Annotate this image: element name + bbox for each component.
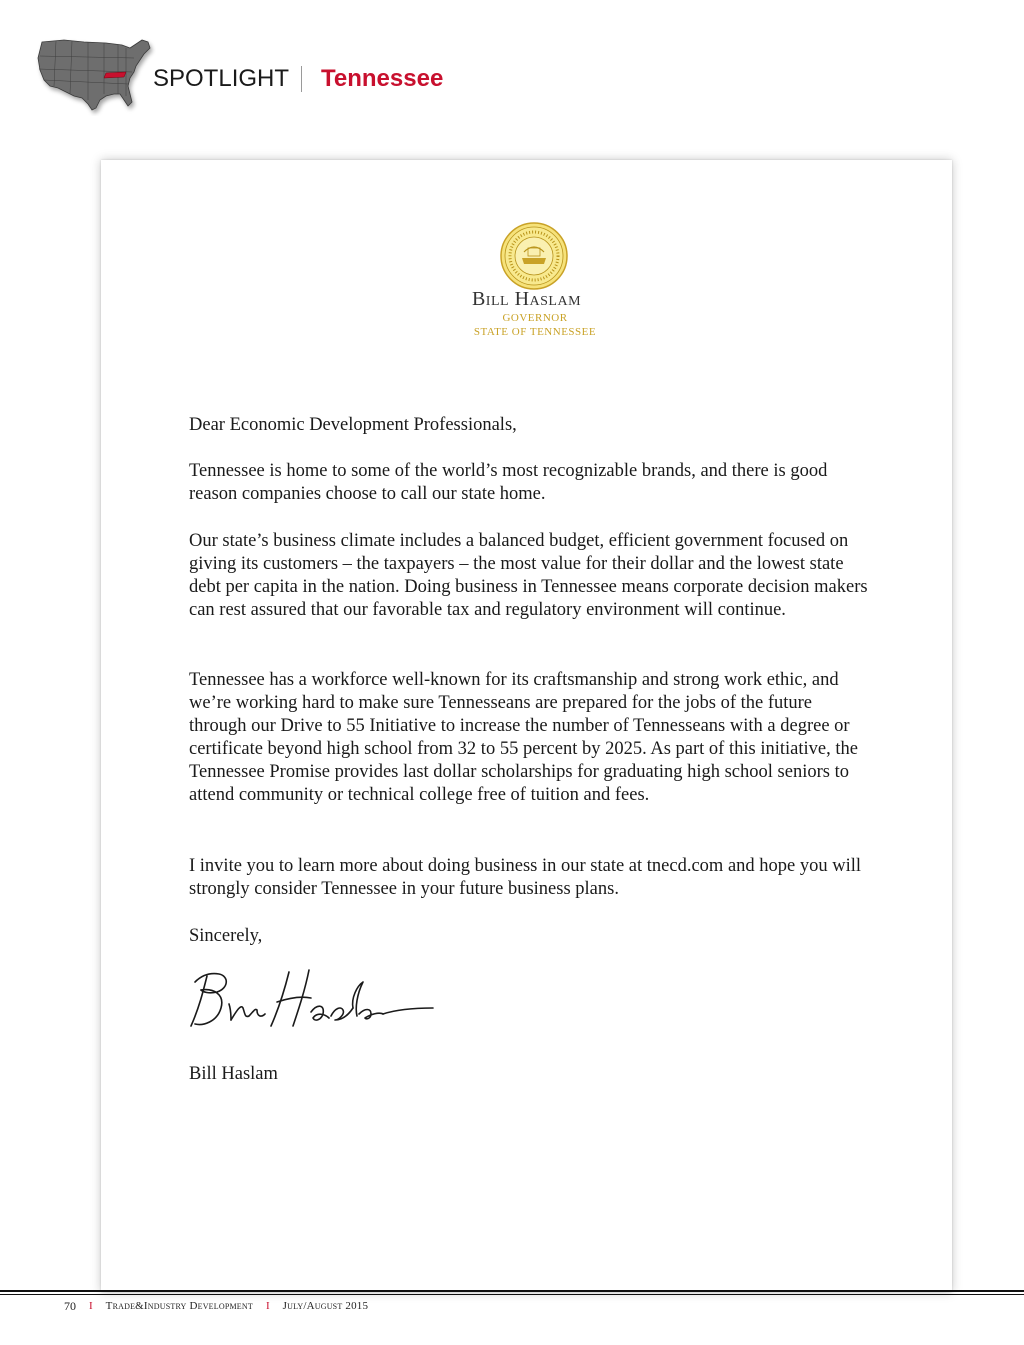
closing: Sincerely, xyxy=(189,926,263,946)
page-number: 70 xyxy=(64,1298,76,1313)
header-divider xyxy=(301,66,302,92)
us-map-icon xyxy=(34,36,156,116)
footer-rule xyxy=(0,1294,1024,1295)
governor-state: STATE OF TENNESSEE xyxy=(473,326,597,338)
paragraph: Tennessee is home to some of the world’s most recognizable brands, and there is good reason companies choose to call our state home. xyxy=(189,461,828,504)
paragraph: Our state’s business climate includes a balanced budget, efficient government focused on giving its customers – the taxpayers – the most value for their dollar and the lowest state debt per capita in the nation. Doing business in Tennessee means corporate decision makers can rest assured that our favorable tax and regulatory environment will continue. xyxy=(189,531,868,620)
paragraph: Tennessee has a workforce well-known for its craftsmanship and strong work ethic, and we’re working hard to make sure Tennesseans are prepared for the jobs of the future through our Drive to 55 Initiative to increase the number of Tennesseans with a degree or certificate beyond high school from 32 to 55 percent by 2025. As part of this initiative, the Tennessee Promise provides last dollar scholarships for graduating high school seniors to attend community or technical college free of tuition and fees. xyxy=(189,670,858,805)
footer-separator: I xyxy=(265,1300,270,1312)
paragraph: I invite you to learn more about doing business in our state at tnecd.com and hope you will strongly consider Tennessee in your future business plans. xyxy=(189,856,862,899)
salutation: Dear Economic Development Professionals, xyxy=(189,415,517,435)
signature-image xyxy=(185,964,437,1036)
footer-separator: I xyxy=(89,1300,93,1312)
page-footer xyxy=(64,1297,368,1315)
governor-name: Bill Haslam xyxy=(471,288,582,310)
governor-title: GOVERNOR xyxy=(502,312,568,324)
issue-date: July/August 2015 xyxy=(282,1300,369,1312)
letter-page xyxy=(101,160,952,1292)
signer-name: Bill Haslam xyxy=(189,1064,278,1084)
tennessee-state-seal-icon xyxy=(500,222,568,290)
publication-name: Trade&Industry Development xyxy=(105,1300,253,1312)
section-label: SPOTLIGHT xyxy=(153,65,290,92)
page-header xyxy=(0,0,1024,130)
tennessee-highlight xyxy=(104,72,126,78)
footer-rule xyxy=(0,1290,1024,1292)
state-title: Tennessee xyxy=(321,65,444,92)
